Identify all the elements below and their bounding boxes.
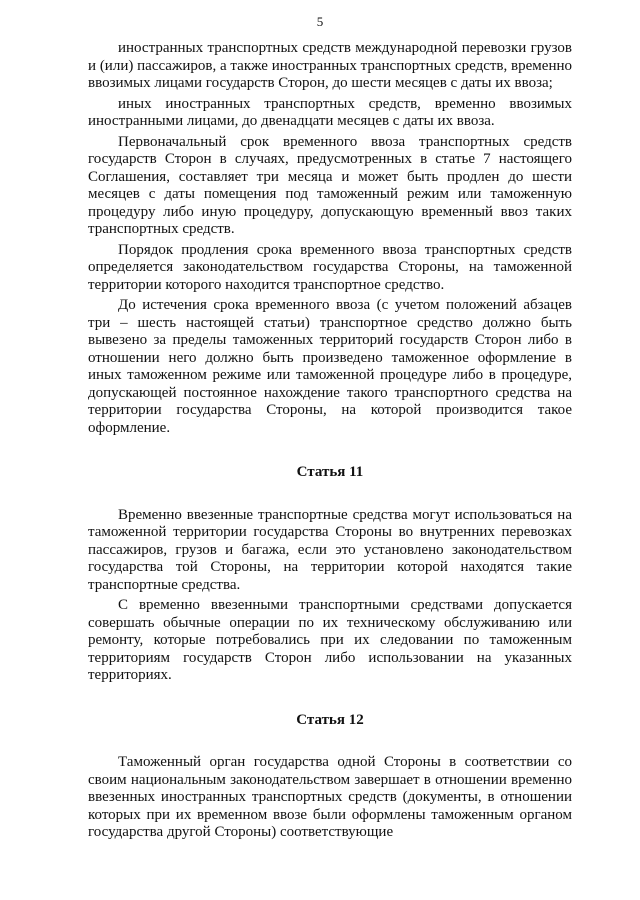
paragraph-customs-authority: Таможенный орган государства одной Стороны в соответствии со своим национальным законодательством завершает в отношении временно ввезенных иностранных транспортных средств (документы, в отношении которых при их временном ввозе были оформлены таможенным органом государства другой Стороны) соответствующие xyxy=(88,754,572,840)
paragraph-before-expiry: До истечения срока временного ввоза (с учетом положений абзацев три – шесть настоящей статьи) транспортное средство должно быть вывезено за пределы таможенных территорий государств Сторон либо в отношении него должно быть произведено таможенное оформление в иных таможенном режиме или таможенной процедуре либо в процедуре, допускающей постоянное нахождение такого транспортного средства на территории государства Стороны, на которой производится такое оформление. xyxy=(88,297,572,436)
paragraph-extension-procedure: Порядок продления срока временного ввоза транспортных средств определяется законодательством государства Стороны, на таможенной территории которого находится транспортное средство. xyxy=(88,241,572,293)
paragraph-international-vehicles: иностранных транспортных средств международной перевозки грузов и (или) пассажиров, а также иностранных транспортных средств, временно ввозимых лицами государств Сторон, до шести месяцев с даты их ввоза; xyxy=(88,40,572,91)
paragraph-maintenance: С временно ввезенными транспортными средствами допускается совершать обычные операции по их техническому обслуживанию или ремонту, которые потребовались при их следовании по таможенным территориям государств Сторон либо использовании на указанных территориях. xyxy=(88,597,572,683)
document-body xyxy=(88,40,572,842)
paragraph-initial-term: Первоначальный срок временного ввоза транспортных средств государств Сторон в случаях, предусмотренных в статье 7 настоящего Соглашения, составляет три месяца и может быть продлен до шести месяцев с даты помещения под таможенный режим или таможенную процедуру либо иную процедуру, допускающую временный ввоз таких транспортных средств. xyxy=(88,133,572,237)
page-number: 5 xyxy=(316,14,324,29)
paragraph-other-foreign-vehicles: иных иностранных транспортных средств, временно ввозимых иностранными лицами, до двенадцати месяцев с даты их ввоза. xyxy=(88,95,572,129)
article-11-heading: Статья 11 xyxy=(296,464,364,480)
paragraph-internal-transport: Временно ввезенные транспортные средства могут использоваться на таможенной территории государства Стороны во внутренних перевозках пассажиров, грузов и багажа, если это установлено законодательством государства той Стороны, на территории которой находятся такие транспортные средства. xyxy=(88,506,572,593)
article-12-heading: Статья 12 xyxy=(296,711,364,728)
